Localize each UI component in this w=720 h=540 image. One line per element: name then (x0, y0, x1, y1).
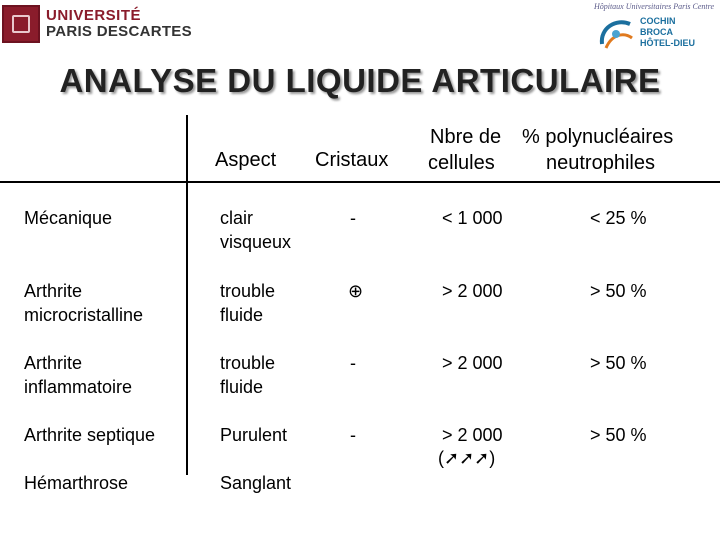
university-name-line1: UNIVERSITÉ (46, 7, 142, 24)
row-inflammatoire-pnn: > 50 % (590, 353, 647, 373)
row-mecanique-aspect-2: visqueux (220, 232, 292, 252)
row-microcristalline-aspect-1: trouble (220, 281, 276, 301)
row-mecanique-cristaux: - (350, 208, 356, 228)
table-horizontal-divider (0, 181, 720, 183)
row-mecanique-pnn: < 25 % (590, 208, 647, 228)
row-septique-cristaux: - (350, 425, 356, 445)
row-septique-aspect: Purulent (220, 425, 288, 445)
header-cristaux: Cristaux (315, 149, 389, 171)
hospital-tagline: Hôpitaux Universitaires Paris Centre (593, 2, 714, 11)
row-label-inflammatoire-1: Arthrite (24, 353, 83, 373)
row-label-inflammatoire-2: inflammatoire (24, 377, 133, 397)
row-inflammatoire-aspect-1: trouble (220, 353, 276, 373)
header-pnn-line1: % polynucléaires (522, 126, 674, 148)
row-mecanique-aspect-1: clair (220, 208, 254, 228)
row-label-hemarthrose: Hémarthrose (24, 473, 129, 493)
table-vertical-divider (186, 115, 188, 475)
hospital-name-broca: BROCA (640, 27, 673, 37)
header-nbre-line2: cellules (428, 152, 495, 174)
hospital-name-hotel-dieu: HÔTEL-DIEU (640, 38, 695, 48)
hospital-name-cochin: COCHIN (640, 16, 676, 26)
row-inflammatoire-cristaux: - (350, 353, 356, 373)
row-septique-cellules-2: (➚➚➚) (438, 448, 496, 468)
row-septique-cellules-1: > 2 000 (442, 425, 503, 445)
slide-title: ANALYSE DU LIQUIDE ARTICULAIRE (59, 62, 661, 99)
row-label-microcristalline-2: microcristalline (24, 305, 144, 325)
row-microcristalline-cristaux: ⊕ (348, 281, 364, 301)
hospital-swirl-icon (596, 14, 636, 52)
row-mecanique-cellules: < 1 000 (442, 208, 503, 228)
row-microcristalline-pnn: > 50 % (590, 281, 647, 301)
row-septique-pnn: > 50 % (590, 425, 647, 445)
hospital-logo (593, 2, 714, 52)
university-name-line2: PARIS DESCARTES (46, 23, 192, 40)
row-hemarthrose-aspect: Sanglant (220, 473, 292, 493)
header-aspect: Aspect (215, 149, 277, 171)
header-pnn-line2: neutrophiles (546, 152, 655, 174)
university-emblem-icon (2, 5, 40, 43)
university-logo (2, 2, 192, 46)
row-microcristalline-aspect-2: fluide (220, 305, 264, 325)
row-inflammatoire-aspect-2: fluide (220, 377, 264, 397)
row-microcristalline-cellules: > 2 000 (442, 281, 503, 301)
row-inflammatoire-cellules: > 2 000 (442, 353, 503, 373)
row-label-microcristalline-1: Arthrite (24, 281, 83, 301)
row-label-septique: Arthrite septique (24, 425, 156, 445)
row-label-mecanique: Mécanique (24, 208, 113, 228)
header-nbre-line1: Nbre de (430, 126, 502, 148)
